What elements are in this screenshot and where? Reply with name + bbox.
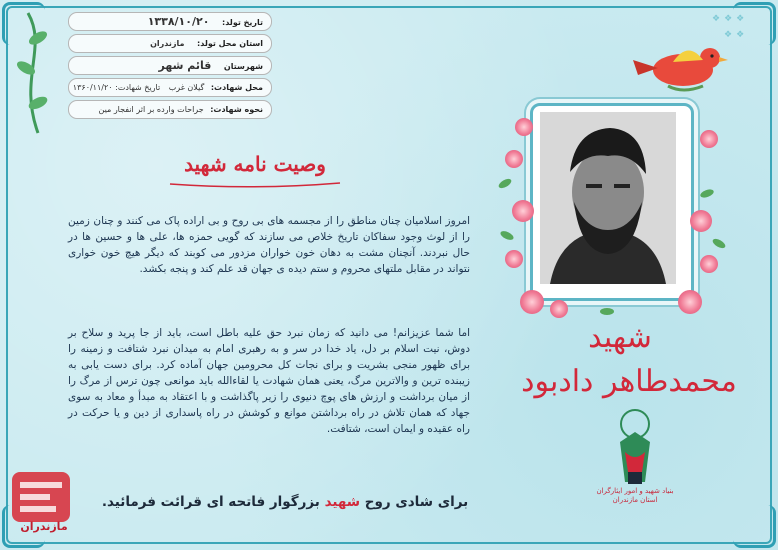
leaf-decoration: [600, 308, 614, 315]
bird-illustration: [628, 30, 738, 100]
info-row-city: [68, 56, 272, 75]
birth-date-label: تاریخ تولد: [225, 18, 263, 27]
rose-decoration: [505, 150, 523, 168]
corner-ornament: [733, 505, 776, 548]
rose-decoration: [678, 290, 702, 314]
martyrdom-place-value: گیلان غرب: [168, 83, 205, 92]
ornament-dots: ❖❖❖: [712, 14, 749, 24]
title-swash-ornament: [150, 180, 360, 188]
martyrdom-place-label: محل شهادت: [214, 83, 263, 92]
will-paragraph-1: امروز اسلامیان چنان مناطق را از مجسمه های بی روح و بی اراده پاک می کنند و چنان زمین را از لوث وجود سفاکان تاریخ خلاص می سازند که گویی حمزه ها، علی ها و حسین ها در حال نبردند. آنچنان مشت به دهان خون خواران مزدور می کوبند که دیگر هیچ خون خواری نتواند در مقابل ملتهای محروم و ستم دیده ی جهان قد علم کند و پنجه بکشد.: [68, 215, 470, 275]
will-title: وصیت نامه شهید: [184, 152, 326, 176]
martyr-label: شهید: [588, 320, 652, 355]
rose-decoration: [690, 210, 712, 232]
info-row-martyrdom-manner: نحوه شهادت: جراحات وارده بر اثر انفجار مین: [68, 100, 272, 119]
birth-province-value: مازندران: [150, 39, 185, 48]
rose-decoration: [515, 118, 533, 136]
martyr-portrait-photo: [540, 112, 676, 284]
martyrdom-manner-label: نحوه شهادت: [213, 105, 263, 114]
birth-date-value: ۱۳۳۸/۱۰/۲۰: [147, 15, 210, 28]
will-paragraph-2: اما شما عزیزانم! می دانید که زمان نبرد حق علیه باطل است، باید از جا پرید و سلاح بر دوش، نیت اسلام بر دل، یاد خدا در سر و به رهبری امام به میدان نبرد شتافت و زمینه را برای ظهور منجی بشریت و برای نجات کل محرومین جهان آماده کرد. برای دست یابی به زیبنده ترین و والاترین مرگ، یعنی همان شهادت یا لقاءالله باید موانعی چون ترس از مرگ را از میان برداشت و ارزش های پوچ دنیوی را زیر پاگذاشت و با اعتقاد به مبدأ و معاد به سوی جهاد که همان تلاش در راه برداشتن موانع و کوشش در راه پاسداری از دین و یا حرکت در راه عقیده و ایمان است، شتافت.: [68, 327, 470, 435]
martyr-info-box: [68, 12, 272, 122]
martyr-name: محمدطاهر دادبود: [521, 364, 737, 399]
vine-ornament: [8, 8, 68, 138]
rose-decoration: [700, 130, 718, 148]
city-value: قائم شهر: [158, 59, 212, 72]
martyrdom-date-label: تاریخ شهادت: [117, 83, 161, 92]
rose-decoration: [520, 290, 544, 314]
watermark-label: مازندران: [20, 520, 68, 533]
rose-decoration: [700, 255, 718, 273]
foundation-logo-text: بنیاد شهید و امور ایثارگران استان مازندران: [596, 487, 674, 504]
info-row-birth-date: تاریخ تولد: ۱۳۳۸/۱۰/۲۰: [68, 12, 272, 31]
city-label: شهرستان: [223, 62, 263, 71]
rose-decoration: [512, 200, 534, 222]
closing-text-start: برای شادی روح: [360, 494, 469, 510]
info-row-martyrdom-place: محل شهادت: گیلان غرب تاریخ شهادت: ۱۳۶۰/۱۱/۲۰: [68, 78, 272, 97]
closing-highlight: شهید: [324, 494, 361, 510]
martyrdom-date-value: ۱۳۶۰/۱۱/۲۰: [72, 83, 113, 92]
martyr-foundation-logo: [590, 402, 680, 542]
rose-decoration: [505, 250, 523, 268]
martyrdom-manner-value: جراحات وارده بر اثر انفجار مین: [98, 105, 204, 114]
birth-province-label: استان محل تولد: [200, 39, 263, 48]
info-row-birth-province: استان محل تولد: مازندران: [68, 34, 272, 53]
ornament-dots: ❖❖: [724, 30, 749, 40]
closing-text-end: بزرگوار فاتحه ای قرائت فرمائید.: [101, 494, 325, 510]
closing-line: [100, 494, 470, 510]
rose-decoration: [550, 300, 568, 318]
